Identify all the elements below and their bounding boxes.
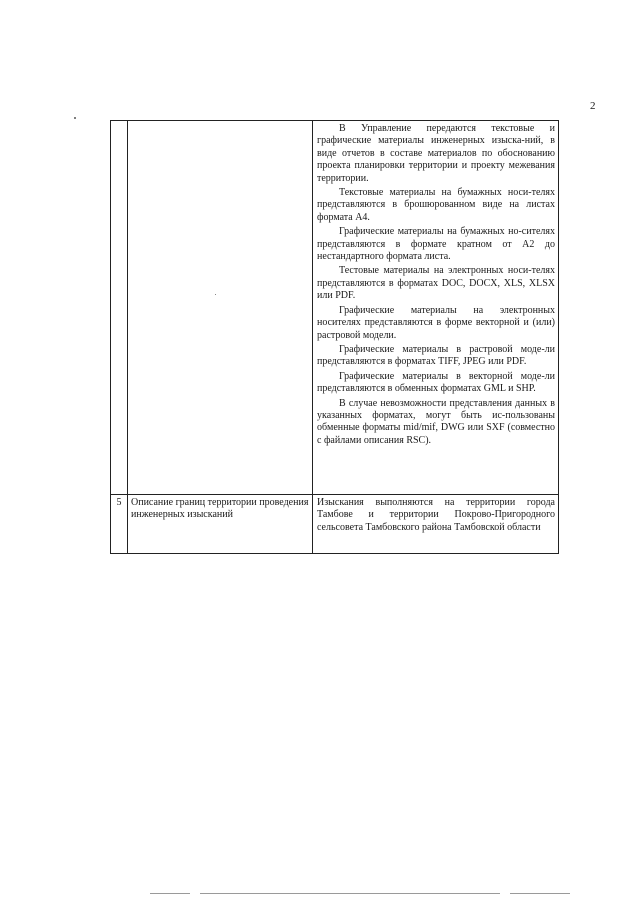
description-paragraph: Графические материалы на бумажных но-сителях представляются в формате кратном от А2 до нестандартного формата листа.: [317, 226, 555, 263]
description-paragraph: Графические материалы в растровой моде-ли представляются в форматах TIFF, JPEG или PDF.: [317, 343, 555, 368]
scan-artifact-line: [510, 893, 570, 894]
row-title: Описание границ территории проведения инженерных изысканий: [128, 495, 313, 554]
row-description: [313, 495, 559, 554]
row-title: [128, 121, 313, 495]
table-row: [111, 495, 559, 554]
requirements-table: [110, 120, 559, 554]
description-paragraph: Графические материалы в векторной моде-ли представляются в обменных форматах GML и SHP.: [317, 370, 555, 395]
row-description: [313, 121, 559, 495]
description-paragraph: Текстовые материалы на бумажных носи-телях представляются в брошюрованном виде на листах формата А4.: [317, 187, 555, 223]
description-paragraph: В Управление передаются текстовые и графические материалы инженерных изыска-ний, в виде отчетов в составе материалов по обоснованию проекта планировки территории и проекту межевания территории.: [317, 123, 555, 184]
description-paragraph: В случае невозможности представления данных в указанных форматах, могут быть ис-пользованы обменные форматы mid/mif, DWG или SXF (совместно с файлами описания RSC).: [317, 397, 555, 446]
scan-artifact-line: [150, 893, 190, 894]
description-paragraph: Тестовые материалы на электронных носи-телях представляются в форматах DOC, DOCX, XLS, XLSX или PDF.: [317, 265, 555, 302]
page-number: 2: [590, 100, 596, 112]
table-row: [111, 121, 559, 495]
row-number: 5: [111, 495, 128, 554]
scan-artifact-line: [200, 893, 500, 894]
scan-speck: [74, 117, 76, 119]
description-paragraph: Изыскания выполняются на территории города Тамбове и территории Покрово-Пригородного сельсовета Тамбовского района Тамбовской области: [317, 497, 555, 533]
row-number: [111, 121, 128, 495]
description-paragraph: Графические материалы на электронных носителях представляются в форме векторной и (или) растровой модели.: [317, 304, 555, 341]
